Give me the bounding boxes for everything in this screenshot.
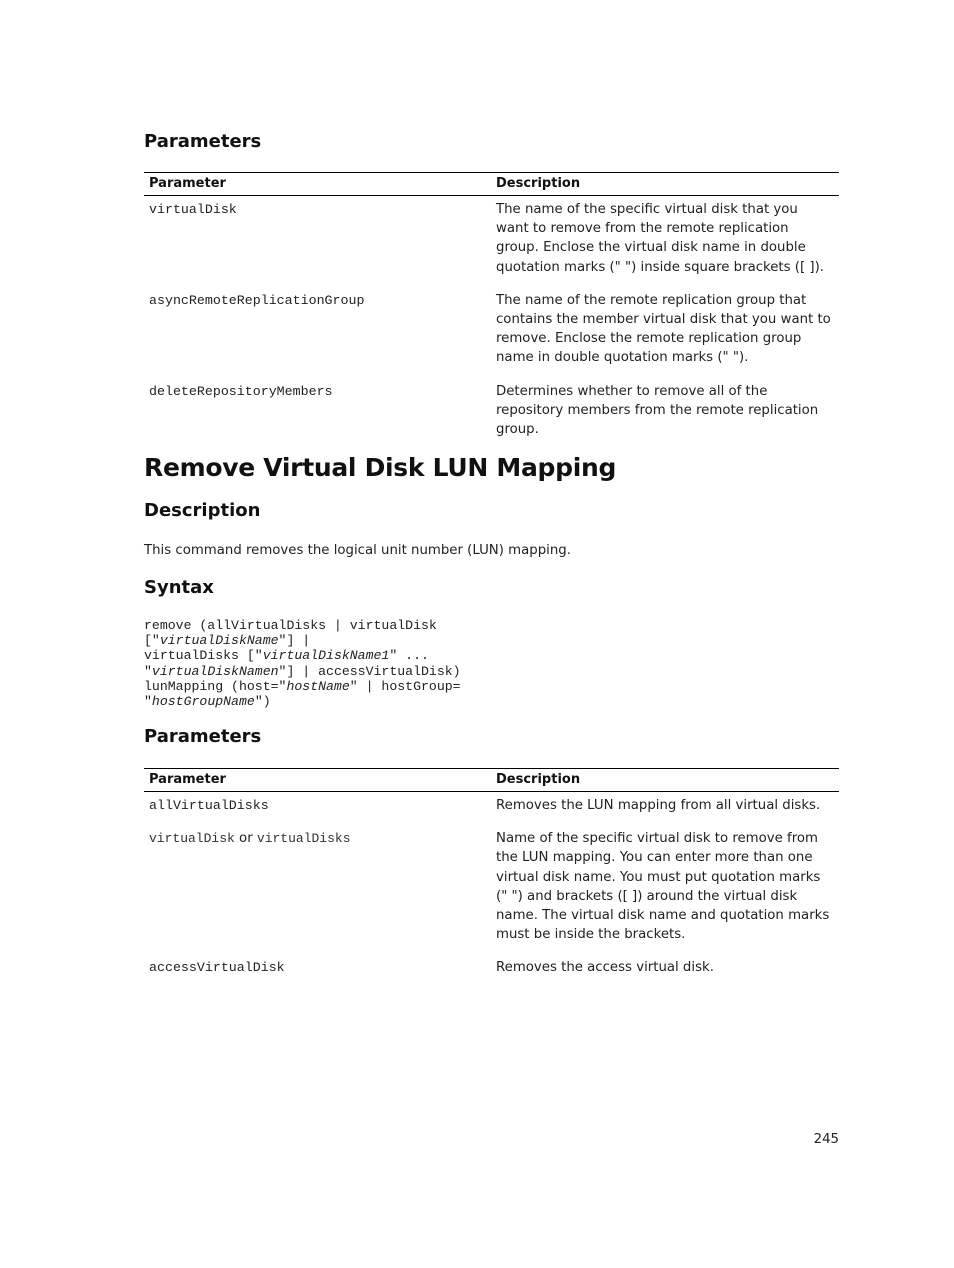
param-name: deleteRepositoryMembers (149, 383, 333, 399)
table-row (144, 792, 839, 826)
column-header-description: Description (491, 173, 839, 196)
param-description: The name of the remote replication group that contains the member virtual disk that you want to remove. Enclose the remote replication group name in double quotation marks (" "). (496, 292, 831, 366)
syntax-heading: Syntax (144, 577, 214, 598)
syntax-line: remove (allVirtualDisks | virtualDisk (144, 618, 437, 633)
syntax-placeholder: virtualDiskName1 (262, 648, 390, 664)
syntax-text: " (144, 663, 152, 679)
syntax-placeholder: virtualDiskNamen (151, 663, 279, 679)
syntax-text: lunMapping (host=" (144, 678, 287, 694)
column-header-description: Description (491, 769, 839, 792)
parameters-heading-1: Parameters (144, 131, 262, 152)
syntax-code-block (144, 618, 461, 709)
parameters-heading-2: Parameters (144, 726, 262, 747)
syntax-text: [" (144, 633, 160, 649)
syntax-text: " ... (389, 648, 429, 664)
page-title: Remove Virtual Disk LUN Mapping (144, 453, 617, 482)
syntax-placeholder: hostGroupName (151, 694, 255, 710)
param-description: The name of the specific virtual disk that you want to remove from the remote replication group. Enclose the virtual disk name in double quotation marks (" ") inside square brackets ([ ]). (496, 202, 825, 275)
param-description: Name of the specific virtual disk to remove from the LUN mapping. You can enter more than one virtual disk name. You must put quotation marks (" ") and brackets ([ ]) around the virtual disk name. The virtual disk name and quotation marks must be inside the brackets. (496, 831, 830, 943)
param-name: virtualDisk (149, 202, 237, 217)
param-name-cell (144, 825, 491, 954)
table-row (144, 287, 839, 378)
page-number: 245 (813, 1132, 839, 1147)
param-or-text: or (234, 831, 257, 847)
syntax-text: "] | accessVirtualDisk) (278, 663, 461, 679)
syntax-text: ") (254, 694, 271, 710)
description-text: This command removes the logical unit number (LUN) mapping. (144, 543, 571, 558)
table-header-row (144, 769, 839, 792)
table-row (144, 954, 839, 987)
table-row (144, 196, 839, 287)
syntax-placeholder: virtualDiskName (159, 633, 279, 649)
syntax-text: " (144, 694, 152, 710)
param-name: asyncRemoteReplicationGroup (149, 292, 365, 308)
param-name: virtualDisk (149, 831, 235, 847)
param-description: Determines whether to remove all of the repository members from the remote replication group. (496, 383, 819, 438)
syntax-placeholder: hostName (286, 678, 350, 694)
column-header-parameter: Parameter (144, 769, 491, 792)
param-name: allVirtualDisks (149, 798, 269, 813)
syntax-text: "] | (278, 633, 311, 649)
param-name: accessVirtualDisk (149, 960, 285, 976)
column-header-parameter: Parameter (144, 173, 491, 196)
description-heading: Description (144, 500, 261, 521)
syntax-text: " | hostGroup= (349, 678, 461, 694)
param-name: virtualDisks (256, 831, 351, 847)
param-description: Removes the access virtual disk. (496, 960, 714, 976)
table-row (144, 825, 839, 954)
table-row (144, 378, 839, 450)
parameters-table-1 (144, 172, 839, 449)
table-header-row (144, 173, 839, 196)
param-description: Removes the LUN mapping from all virtual disks. (496, 798, 821, 813)
syntax-text: virtualDisks [" (144, 648, 263, 664)
parameters-table-2 (144, 768, 839, 988)
